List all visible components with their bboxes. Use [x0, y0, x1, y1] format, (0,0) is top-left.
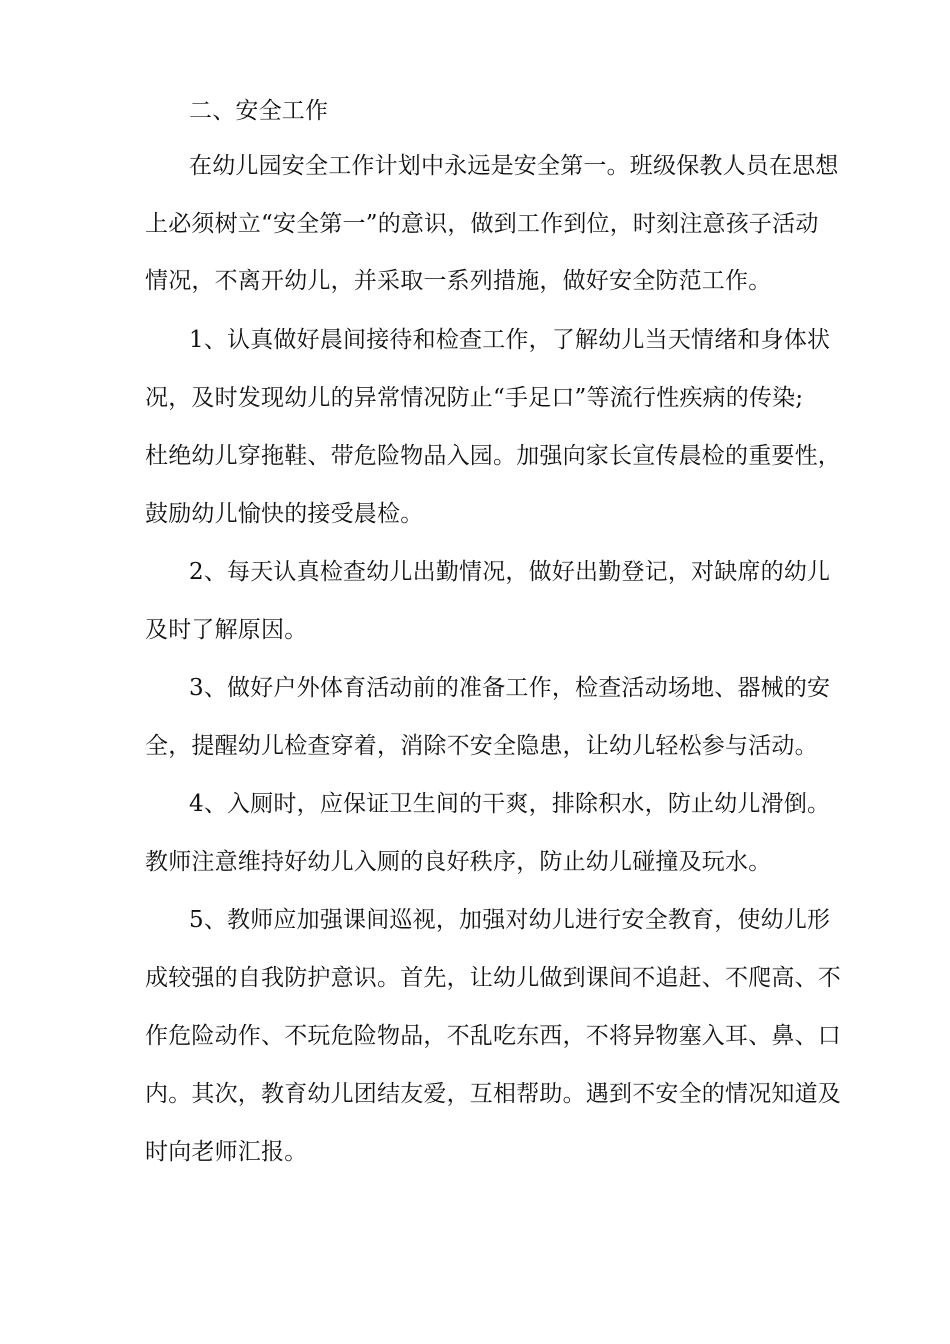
paragraph-line: 作危险动作、不玩危险物品，不乱吃东西，不将异物塞入耳、鼻、口 — [145, 1023, 841, 1049]
paragraph-line: 情况，不离开幼儿，并采取一系列措施，做好安全防范工作。 — [145, 268, 772, 294]
paragraph-line: 时向老师汇报。 — [145, 1139, 308, 1165]
paragraph-line: 1、认真做好晨间接待和检查工作，了解幼儿当天情绪和身体状 — [189, 327, 831, 353]
paragraph-line: 况，及时发现幼儿的异常情况防止“手足口”等流行性疾病的传染; — [145, 385, 804, 411]
paragraph-line: 教师注意维持好幼儿入厕的良好秩序，防止幼儿碰撞及玩水。 — [145, 849, 772, 875]
paragraph-line: 3、做好户外体育活动前的准备工作，检查活动场地、器械的安 — [189, 675, 831, 701]
paragraph-line: 上必须树立“安全第一”的意识，做到工作到位，时刻注意孩子活动 — [145, 211, 819, 237]
paragraph-line: 内。其次，教育幼儿团结友爱，互相帮助。遇到不安全的情况知道及 — [145, 1081, 841, 1107]
paragraph-line: 成较强的自我防护意识。首先，让幼儿做到课间不追赶、不爬高、不 — [145, 965, 841, 991]
section-heading: 二、安全工作 — [189, 98, 329, 124]
paragraph-line: 鼓励幼儿愉快的接受晨检。 — [145, 501, 424, 527]
paragraph-line: 4、入厕时，应保证卫生间的干爽，排除积水，防止幼儿滑倒。 — [189, 791, 831, 817]
paragraph-line: 杜绝幼儿穿拖鞋、带危险物品入园。加强向家长宣传晨检的重要性， — [145, 443, 841, 469]
paragraph-line: 在幼儿园安全工作计划中永远是安全第一。班级保教人员在思想 — [189, 153, 839, 179]
paragraph-line: 5、教师应加强课间巡视，加强对幼儿进行安全教育，使幼儿形 — [189, 907, 831, 933]
paragraph-line: 2、每天认真检查幼儿出勤情况，做好出勤登记，对缺席的幼儿 — [189, 559, 831, 585]
paragraph-line: 全，提醒幼儿检查穿着，消除不安全隐患，让幼儿轻松参与活动。 — [145, 733, 818, 759]
paragraph-line: 及时了解原因。 — [145, 617, 308, 643]
